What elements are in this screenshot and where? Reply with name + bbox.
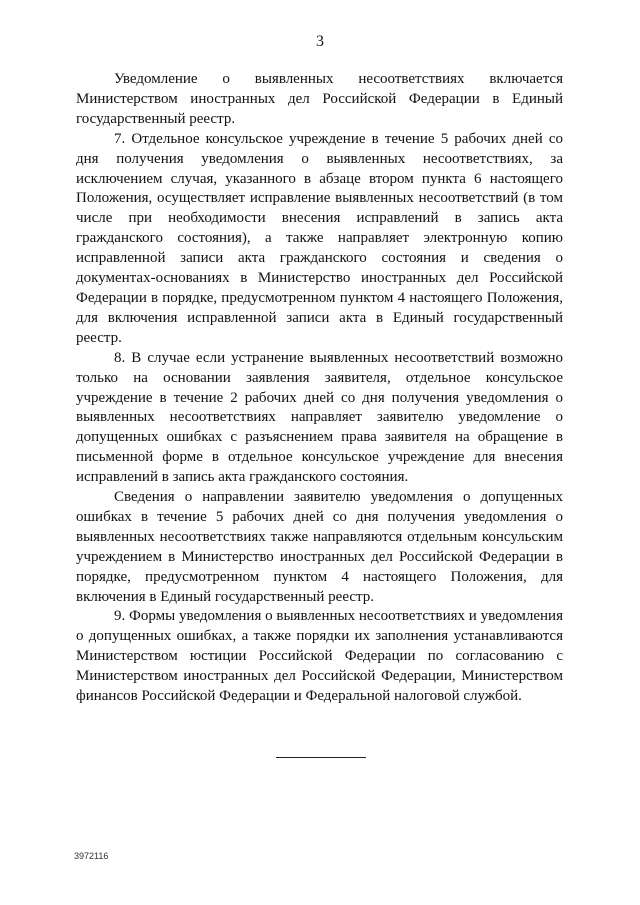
- paragraph-item-9: 9. Формы уведомления о выявленных несоответствиях и уведомления о допущенных ошибках, а также порядки их заполнения устанавливаются Министерством юстиции Российской Федерации по согласованию с Министерством иностранных дел Российской Федерации, Министерством финансов Российской Федерации и Федеральной налоговой службой.: [76, 608, 563, 705]
- paragraph-item-8-details: Сведения о направлении заявителю уведомления о допущенных ошибках в течение 5 рабочих дней со дня получения уведомления о выявленных несоответствиях также направляются отдельным консульским учреждением в Министерство иностранных дел Российской Федерации в порядке, предусмотренном пунктом 4 настоящего Положения, для включения в Единый государственный реестр.: [76, 489, 563, 605]
- paragraph-notice-inclusion: Уведомление о выявленных несоответствиях включается Министерством иностранных дел Российской Федерации в Единый государственный реестр.: [76, 71, 563, 127]
- page-number: 3: [316, 33, 324, 50]
- paragraph-item-7: 7. Отдельное консульское учреждение в течение 5 рабочих дней со дня получения уведомления о выявленных несоответствиях, за исключением случая, указанного в абзаце втором пункта 6 настоящего Положения, осуществляет исправление выявленных несоответствий (в том числе при необходимости внесения исправлений в запись акта гражданского состояния), а также направляет электронную копию исправленной записи акта гражданского состояния и сведения о документах-основаниях в Министерство иностранных дел Российской Федерации в порядке, предусмотренном пунктом 4 настоящего Положения, для включения исправленной записи акта в Единый государственный реестр.: [76, 130, 563, 346]
- paragraph-item-8: 8. В случае если устранение выявленных несоответствий возможно только на основании заявления заявителя, отдельное консульское учреждение в течение 2 рабочих дней со дня получения уведомления о выявленных несоответствиях направляет заявителю уведомление о допущенных ошибках с разъяснением права заявителя на обращение в письменной форме в отдельное консульское учреждение для внесения исправлений в запись акта гражданского состояния.: [76, 349, 563, 486]
- end-divider: [276, 757, 366, 758]
- document-code: 3972116: [74, 851, 109, 861]
- document-body: [76, 70, 563, 707]
